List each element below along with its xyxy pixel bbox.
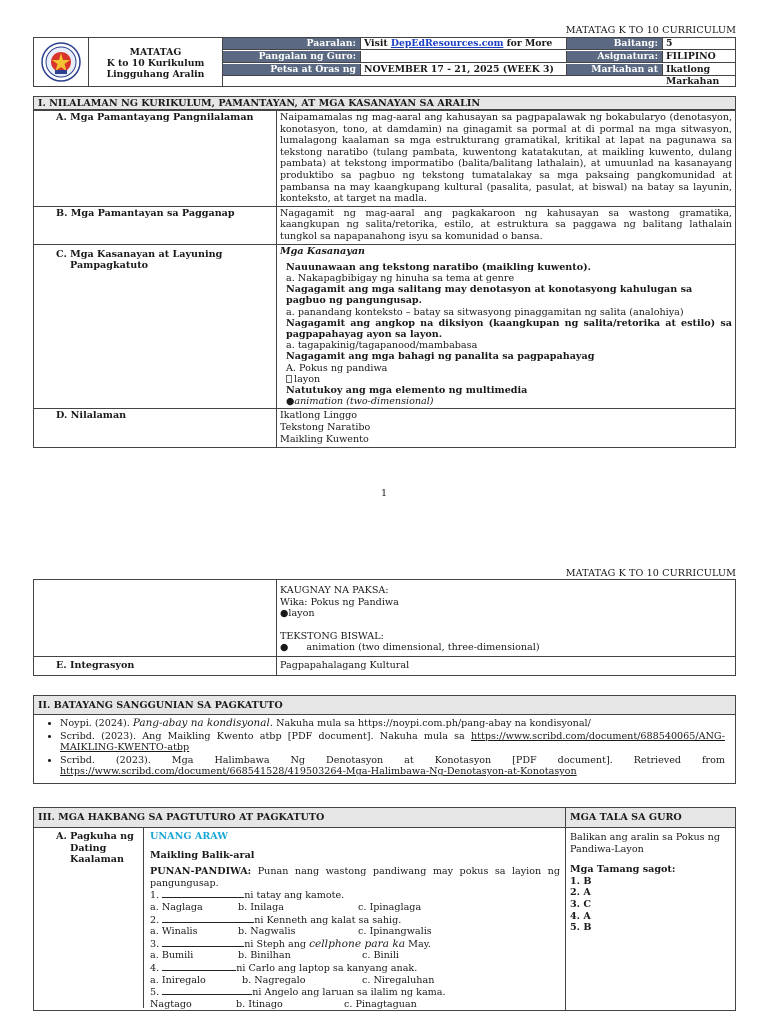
- item-3-num: 3.: [150, 938, 160, 950]
- answer-3: 3. C: [570, 898, 591, 910]
- activity-label-1: A. Pagkuha ng: [56, 831, 134, 842]
- row-b-text: Nagagamit ng mag-aaral ang pagkakaroon ng kahusayan sa wastong gramatika, kaangkupan ng salita/retorika, estilo, at estruktura sa paggawa ng balitang lathalain tungkol sa napapanahong isyu sa komunidad o bansa.: [277, 206, 736, 244]
- item-1-blank[interactable]: [162, 889, 244, 898]
- related-line: Wika: Pokus ng Pandiwa: [280, 596, 399, 608]
- activity-label-3: Kaalaman: [70, 854, 124, 866]
- item-2-text: ni Kenneth ang kalat sa sahig.: [254, 914, 402, 926]
- notes-text: Balikan ang aralin sa Pokus ng Pandiwa-Layon: [570, 832, 720, 855]
- reference-1: [60, 718, 725, 730]
- ref-1-pre: Noypi. (2024).: [60, 718, 133, 729]
- bullet-icon: ●: [280, 608, 289, 620]
- row-a-text: Naipamamalas ng mag-aaral ang kahusayan sa pagpapalawak ng bokabularyo (denotasyon, konotasyon, tono, at damdamin) na ginagamit sa pormal at di pormal na mga sitwasyon, lumalagong kaalaman sa mga estrukturang gramatikal, kritikal at lapat na pagunawa sa tekstong naratibo (tulang pambata, kuwentong katatakutan, at maikling kuwento, dulang pambata) at tekstong impormatibo (balita/balitang lathalain), at umuunlad na kasanayang produktibo sa pagbuo ng tekstong tumatalakay sa mga paksaing pangkomunidad at pambansa na may kaangkupang kultural (pasalita, pasulat, at biswal) na batay sa layunin, konteksto, at target na madla.: [277, 111, 736, 207]
- row-c-label-1: C. Mga Kasanayan at Layuning: [56, 248, 223, 260]
- header-row-teacher: [223, 51, 735, 63]
- answer-5: 5. B: [570, 922, 592, 934]
- row-related: [34, 580, 736, 657]
- visual-bullet: [280, 642, 732, 654]
- running-header: MATATAG K TO 10 CURRICULUM: [565, 25, 736, 36]
- row-c-label: [34, 244, 277, 409]
- skill-4a-1-text: layon: [294, 373, 321, 385]
- item-3-blank[interactable]: [162, 938, 244, 947]
- item-1-text: ni tatay ang kamote.: [244, 890, 345, 902]
- item-3-options: [150, 950, 560, 962]
- item-1: [150, 889, 560, 902]
- item-1-opt-b[interactable]: b. Inilaga: [238, 901, 284, 913]
- deped-seal: [34, 38, 89, 86]
- school-prefix: Visit: [364, 38, 391, 49]
- item-5-num: 5.: [150, 987, 160, 999]
- item-2-opt-b[interactable]: b. Nagwalis: [238, 926, 296, 938]
- activity-label-2: Dating: [70, 842, 107, 854]
- section-3-table: [33, 807, 736, 1011]
- skill-5a: [280, 396, 732, 407]
- item-3-text: ni Steph ang: [244, 938, 310, 950]
- item-4: [150, 962, 560, 975]
- row-e-label: E. Integrasyon: [34, 657, 277, 676]
- continued-table: [33, 579, 736, 676]
- row-c-content: [277, 244, 736, 409]
- item-4-opt-b[interactable]: b. Nagregalo: [242, 974, 306, 986]
- row-c-label-2: Pampagkatuto: [70, 260, 149, 272]
- item-3-italic: cellphone para ka: [309, 937, 406, 950]
- skill-2a: a. panandang konteksto – batay sa sitwasyong pinaggamitan ng salita (analohiya): [286, 306, 684, 318]
- box-icon: [286, 375, 292, 383]
- skill-5a-text: animation (two-dimensional): [294, 396, 434, 408]
- section-1: [33, 96, 736, 448]
- skill-1: Nauunawaan ang tekstong naratibo (maikling kuwento).: [286, 261, 591, 273]
- lesson-header: [33, 37, 736, 87]
- school-label: Paaralan:: [223, 38, 361, 49]
- lesson-title: [89, 38, 223, 86]
- section-3: [33, 807, 736, 1011]
- item-2-opt-a[interactable]: a. Winalis: [150, 926, 198, 938]
- subject-label: Asignatura:: [567, 51, 663, 62]
- page-number: 1: [380, 488, 388, 499]
- skill-4a: A. Pokus ng pandiwa: [286, 362, 388, 374]
- row-e-text: Pagpapahalagang Kultural: [277, 657, 736, 676]
- teacher-value: [361, 51, 567, 62]
- ref-3-link[interactable]: https://www.scribd.com/document/668541528/419503264-Mga-Halimbawa-Ng-Denotasyon-at-Konotasyon: [60, 766, 577, 778]
- reference-3: [60, 755, 725, 778]
- row-b: [34, 206, 736, 244]
- notes-title: MGA TALA SA GURO: [566, 808, 736, 828]
- item-1-opt-c[interactable]: c. Ipinaglaga: [358, 901, 422, 913]
- item-3-opt-c[interactable]: c. Binili: [362, 950, 399, 962]
- subject-value: FILIPINO: [666, 51, 716, 62]
- skill-4a-1: [280, 374, 732, 385]
- notes-cell: [566, 828, 736, 1011]
- visual-bullet-text: animation (two dimensional, three-dimensional): [306, 642, 540, 654]
- title-line-1: MATATAG: [129, 47, 182, 58]
- section-2-title: II. BATAYANG SANGGUNIAN SA PAGKATUTO: [33, 695, 736, 715]
- title-line-3: Lingguhang Aralin: [106, 69, 205, 81]
- item-1-options: [150, 902, 560, 914]
- row-d-content: [277, 409, 736, 448]
- item-5-options: [150, 999, 560, 1011]
- item-5-blank[interactable]: [162, 986, 252, 995]
- ref-2-pre: Scribd. (2023). Ang Maikling Kwento atbp [PDF document]. Nakuha mula sa: [60, 730, 471, 742]
- item-3-opt-a[interactable]: a. Bumili: [150, 950, 194, 962]
- school-link[interactable]: DepEdResources.com: [390, 38, 504, 49]
- grade-label: Baitang:: [567, 38, 663, 49]
- row-d-label: D. Nilalaman: [34, 409, 277, 448]
- item-2-opt-c[interactable]: c. Ipinangwalis: [358, 926, 432, 938]
- section-3-title: III. MGA HAKBANG SA PAGTUTURO AT PAGKATUTO: [34, 808, 566, 828]
- item-1-num: 1.: [150, 890, 160, 902]
- item-3: [150, 938, 560, 951]
- item-3-opt-b[interactable]: b. Binilhan: [238, 950, 291, 962]
- bullet-icon: ●: [280, 642, 289, 654]
- section-1-continued: [33, 579, 736, 676]
- item-5-opt-b[interactable]: b. Itinago: [236, 998, 283, 1010]
- answer-4: 4. A: [570, 910, 591, 922]
- item-5-opt-a[interactable]: Nagtago: [150, 998, 192, 1010]
- item-2-num: 2.: [150, 914, 160, 926]
- school-suffix: for More: [503, 38, 553, 49]
- item-2-options: [150, 926, 560, 938]
- row-b-label: B. Mga Pamantayan sa Pagganap: [34, 206, 277, 244]
- skill-3a: a. tagapakinig/tagapanood/mambabasa: [286, 340, 478, 352]
- related-bullet: [280, 608, 732, 620]
- related-heading: KAUGNAY NA PAKSA:: [280, 585, 389, 596]
- section-1-title: I. NILALAMAN NG KURIKULUM, PAMANTAYAN, AT MGA KASANAYAN SA ARALIN: [33, 96, 736, 110]
- skill-2: Nagagamit ang mga salitang may denotasyon at konotasyong kahulugan sa pagbuo ng pangungusap.: [286, 284, 693, 307]
- references-list: [33, 715, 736, 784]
- quarter-value: Ikatlong Markahan: [666, 64, 720, 87]
- activity-label: [34, 828, 144, 1008]
- header-row-date: [223, 64, 735, 87]
- item-4-num: 4.: [150, 962, 160, 974]
- related-bullet-text: layon: [288, 608, 315, 620]
- item-4-opt-a[interactable]: a. Iniregalo: [150, 974, 206, 986]
- section-1-table: [33, 110, 736, 448]
- instruction-text: Punan nang wastong pandiwang may pokus sa layion ng pangungusap.: [150, 866, 560, 889]
- ref-2-link[interactable]: https://www.scribd.com/document/688540065/ANG-MAIKLING-KWENTO-atbp: [60, 730, 725, 754]
- row-e: [34, 657, 736, 676]
- content-line-2: Tekstong Naratibo: [280, 421, 371, 433]
- activity-content: [144, 828, 565, 1010]
- row-related-label: [34, 580, 277, 657]
- content-line-1: Ikatlong Linggo: [280, 410, 358, 422]
- skill-4: Nagagamit ang mga bahagi ng panalita sa pagpapahayag: [286, 351, 595, 363]
- row-a-label: A. Mga Pamantayang Pangnilalaman: [34, 111, 277, 207]
- header-row-school: [223, 38, 735, 50]
- skill-5: Natutukoy ang mga elemento ng multimedia: [286, 384, 528, 396]
- row-d: [34, 409, 736, 448]
- skills-heading: Mga Kasanayan: [280, 245, 366, 257]
- instruction: [150, 866, 560, 889]
- row-a: [34, 111, 736, 207]
- deped-seal-icon: [41, 42, 81, 82]
- item-2: [150, 914, 560, 927]
- quarter-label: Markahan at Linggo:: [567, 64, 663, 75]
- row-a-activity: [34, 828, 736, 1011]
- grade-value: 5: [666, 38, 673, 49]
- item-3-post: May.: [405, 938, 431, 950]
- item-1-opt-a[interactable]: a. Naglaga: [150, 901, 203, 913]
- ref-3-pre: Scribd. (2023). Mga Halimbawa Ng Denotasyon at Konotasyon [PDF document]. Retrieved from: [60, 754, 725, 766]
- item-2-blank[interactable]: [162, 914, 254, 923]
- reference-2: [60, 731, 725, 754]
- skill-1a: a. Nakapagbibigay ng hinuha sa tema at genre: [286, 272, 515, 284]
- instruction-label: PUNAN-PANDIWA:: [150, 866, 252, 878]
- teacher-label: Pangalan ng Guro:: [223, 51, 361, 62]
- item-4-text: ni Carlo ang laptop sa kanyang anak.: [236, 962, 418, 974]
- item-4-opt-c[interactable]: c. Niregaluhan: [362, 974, 435, 986]
- day-label: UNANG ARAW: [150, 831, 229, 842]
- title-line-2: K to 10 Kurikulum: [106, 58, 205, 70]
- content-line-3: Maikling Kuwento: [280, 433, 369, 445]
- visual-heading: TEKSTONG BISWAL:: [280, 630, 384, 642]
- answer-1: 1. B: [570, 875, 592, 887]
- running-header-2: MATATAG K TO 10 CURRICULUM: [565, 568, 736, 579]
- answers-title: Mga Tamang sagot:: [570, 864, 676, 876]
- item-5-opt-c[interactable]: c. Pinagtaguan: [344, 998, 417, 1010]
- item-4-blank[interactable]: [162, 962, 236, 971]
- item-5-text: ni Angelo ang laruan sa ilalim ng kama.: [252, 987, 446, 999]
- section-3-header: [34, 808, 736, 828]
- bullet-icon: ●: [286, 396, 295, 408]
- row-related-content: [277, 580, 736, 657]
- date-label: Petsa at Oras ng Pagtuturo:: [223, 64, 361, 75]
- item-5: [150, 986, 560, 999]
- row-c: [34, 244, 736, 409]
- date-value: NOVEMBER 17 - 21, 2025 (WEEK 3): [361, 64, 567, 75]
- answer-2: 2. A: [570, 887, 591, 899]
- section-2: [33, 695, 736, 784]
- ref-1-post: Nakuha mula sa https://noypi.com.ph/pang-abay na kondisyonal/: [273, 718, 591, 729]
- item-4-options: [150, 975, 560, 987]
- activity-cell: [34, 828, 566, 1011]
- review-heading: Maikling Balik-aral: [150, 849, 255, 861]
- school-value: [361, 38, 567, 49]
- skill-3: Nagagamit ang angkop na diksiyon (kaangkupan ng salita/retorika at estilo) sa pagpapahayag ayon sa layon.: [286, 317, 732, 340]
- ref-1-title: Pang-abay na kondisyonal.: [132, 717, 274, 729]
